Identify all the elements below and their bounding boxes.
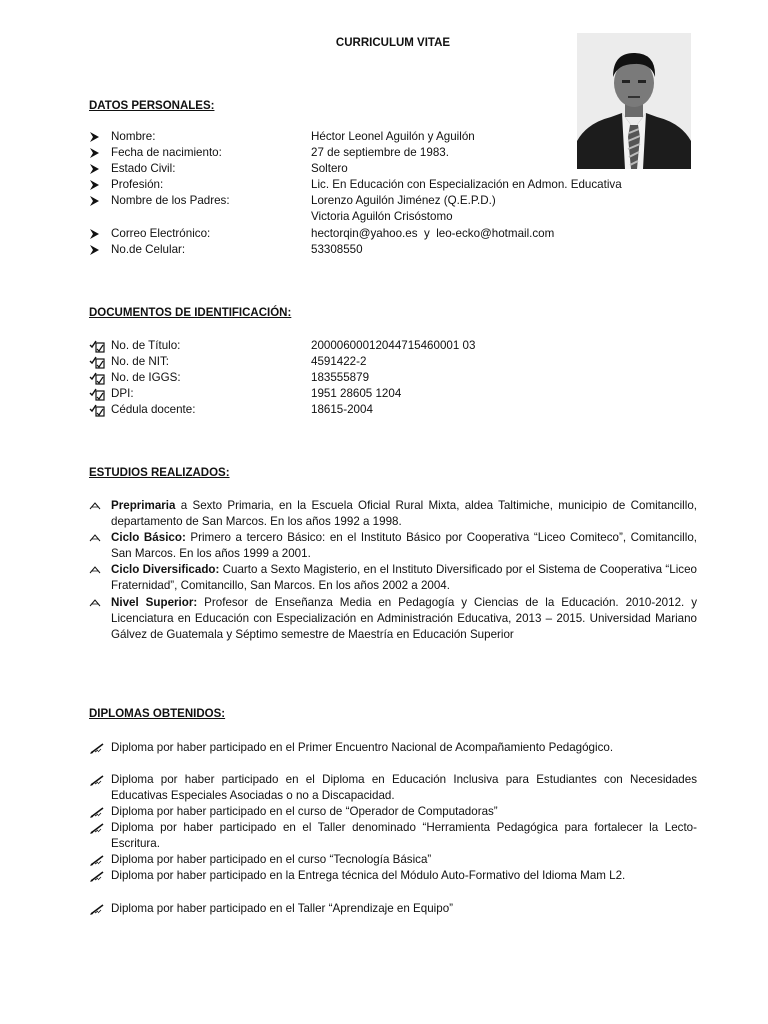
diploma-item xyxy=(89,772,697,804)
study-item-lead: Ciclo Diversificado: xyxy=(111,563,220,576)
row-value: Soltero xyxy=(311,162,348,175)
row-label: No. de IGGS: xyxy=(111,371,181,384)
row-value: 27 de septiembre de 1983. xyxy=(311,146,449,159)
arrowhead-icon xyxy=(89,177,107,193)
checked-box-icon xyxy=(89,370,107,386)
personal-data-heading: DATOS PERSONALES: xyxy=(89,100,215,112)
pen-icon xyxy=(89,772,107,788)
diploma-text: Diploma por haber participado en el Primer Encuentro Nacional de Acompañamiento Pedagógico. xyxy=(111,741,614,754)
row-label: Nombre de los Padres: xyxy=(111,194,230,207)
row-label: Estado Civil: xyxy=(111,162,176,175)
diploma-text: Diploma por haber participado en el Taller “Aprendizaje en Equipo” xyxy=(111,902,454,915)
study-item xyxy=(89,595,697,643)
row-value: 20000600012044715460001 03 xyxy=(311,339,476,352)
caret-icon xyxy=(89,562,107,578)
row-value: Lic. En Educación con Especialización en Admon. Educativa xyxy=(311,178,622,191)
row-label: DPI: xyxy=(111,387,134,400)
row-label: Profesión: xyxy=(111,178,164,191)
diploma-item xyxy=(89,740,697,756)
row-value: 4591422-2 xyxy=(311,355,367,368)
diploma-item xyxy=(89,868,697,884)
profile-photo xyxy=(577,33,691,169)
row-value: 1951 28605 1204 xyxy=(311,387,402,400)
pen-icon xyxy=(89,868,107,884)
study-item-text: Cuarto a Sexto Magisterio, en el Instituto Diversificado por el Sistema de Cooperativa “Liceo Fraternidad”, Comitancillo, San Marcos. En los años 2002 a 2004. xyxy=(111,563,697,592)
diploma-text: Diploma por haber participado en la Entrega técnica del Módulo Auto-Formativo del Idioma Mam L2. xyxy=(111,869,626,882)
caret-icon xyxy=(89,530,107,546)
studies-heading: ESTUDIOS REALIZADOS: xyxy=(89,467,230,479)
row-value: Lorenzo Aguilón Jiménez (Q.E.P.D.) xyxy=(311,194,496,207)
arrowhead-icon xyxy=(89,226,107,242)
pen-icon xyxy=(89,820,107,836)
row-label: No.de Celular: xyxy=(111,243,186,256)
study-item-lead: Preprimaria xyxy=(111,499,176,512)
checked-box-icon xyxy=(89,402,107,418)
diploma-item xyxy=(89,820,697,852)
row-label: Correo Electrónico: xyxy=(111,227,211,240)
study-item-text: a Sexto Primaria, en la Escuela Oficial Rural Mixta, aldea Taltimiche, municipio de Comitancillo, departamento de San Marcos. En los años 1992 a 1998. xyxy=(111,499,697,528)
row-value-second-line: Victoria Aguilón Crisóstomo xyxy=(311,210,453,223)
diploma-item xyxy=(89,804,697,820)
study-item xyxy=(89,562,697,594)
study-item-text: Profesor de Enseñanza Media en Pedagogía y Ciencias de la Educación. 2010-2012. y Licenciatura en Educación con Especialización en Administración Educativa, 2013 – 2015. Universidad Mariano Gálvez de Guatemala y Séptimo semestre de Maestría en Educación Superior xyxy=(111,596,698,641)
diploma-text: Diploma por haber participado en el curso “Tecnología Básica” xyxy=(111,853,432,866)
caret-icon xyxy=(89,498,107,514)
diploma-item xyxy=(89,852,697,868)
study-item-lead: Nivel Superior: xyxy=(111,596,198,609)
arrowhead-icon xyxy=(89,242,107,258)
arrowhead-icon xyxy=(89,193,107,209)
checked-box-icon xyxy=(89,386,107,402)
diplomas-heading: DIPLOMAS OBTENIDOS: xyxy=(89,708,226,720)
study-item-lead: Ciclo Básico: xyxy=(111,531,186,544)
row-label: No. de Título: xyxy=(111,339,181,352)
row-value: hectorqin@yahoo.es y leo-ecko@hotmail.com xyxy=(311,227,555,240)
caret-icon xyxy=(89,595,107,611)
row-value: 183555879 xyxy=(311,371,370,384)
arrowhead-icon xyxy=(89,145,107,161)
diploma-item xyxy=(89,901,697,917)
diploma-text: Diploma por haber participado en el Taller denominado “Herramienta Pedagógica para fortalecer la Lecto-Escritura. xyxy=(111,821,697,850)
arrowhead-icon xyxy=(89,161,107,177)
pen-icon xyxy=(89,901,107,917)
checked-box-icon xyxy=(89,354,107,370)
documents-heading: DOCUMENTOS DE IDENTIFICACIÓN: xyxy=(89,307,292,319)
row-label: Fecha de nacimiento: xyxy=(111,146,222,159)
row-label: Nombre: xyxy=(111,130,156,143)
row-value: 18615-2004 xyxy=(311,403,373,416)
checked-box-icon xyxy=(89,338,107,354)
study-item xyxy=(89,530,697,562)
page-title: CURRICULUM VITAE xyxy=(335,37,451,49)
diploma-text: Diploma por haber participado en el curso de “Operador de Computadoras” xyxy=(111,805,498,818)
study-item xyxy=(89,498,697,530)
study-item-text: Primero a tercero Básico: en el Instituto Básico por Cooperativa “Liceo Comiteco”, Comitancillo, San Marcos. En los años 1999 a 2001. xyxy=(111,531,698,560)
row-label: Cédula docente: xyxy=(111,403,196,416)
pen-icon xyxy=(89,852,107,868)
pen-icon xyxy=(89,740,107,756)
diploma-text: Diploma por haber participado en el Diploma en Educación Inclusiva para Estudiantes con Necesidades Educativas Especiales Asociadas o no a Discapacidad. xyxy=(111,773,697,802)
row-value: 53308550 xyxy=(311,243,363,256)
pen-icon xyxy=(89,804,107,820)
row-value: Héctor Leonel Aguilón y Aguilón xyxy=(311,130,475,143)
row-label: No. de NIT: xyxy=(111,355,169,368)
arrowhead-icon xyxy=(89,129,107,145)
